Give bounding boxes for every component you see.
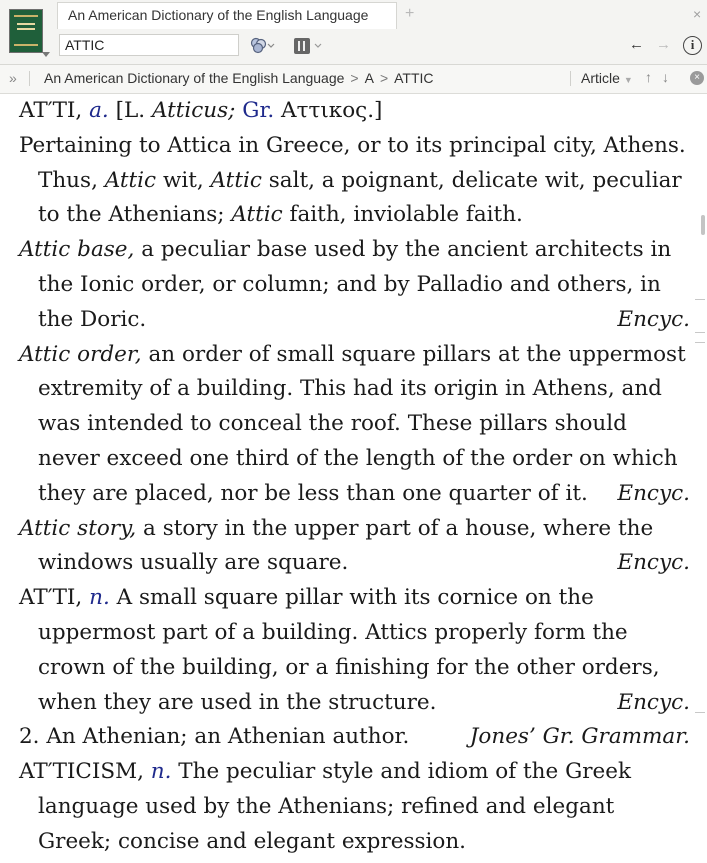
- subentry-attic-order: [0, 338, 690, 512]
- definition-text: a story in the upper part of a house, where the windows usually are square.: [38, 515, 654, 576]
- entry-attic-adj: [0, 94, 690, 129]
- definition-text: salt, a poignant, delicate wit, peculiar to the Athenians;: [38, 167, 682, 228]
- citation: Jones’ Gr. Grammar.: [469, 724, 690, 750]
- subentry-term: Attic base,: [19, 237, 135, 263]
- back-arrow-icon[interactable]: ←: [629, 36, 644, 53]
- subentry-attic-base: [0, 233, 690, 337]
- panel-toggle-icon[interactable]: [293, 37, 323, 55]
- close-tab-button[interactable]: ×: [693, 6, 702, 22]
- breadcrumb-section[interactable]: A: [364, 70, 374, 86]
- definition-text: wit,: [156, 167, 211, 193]
- definition-text: A small square pillar with its cornice on the uppermost part of a building. Attics properly form the crown of the building, or a finishing for the other orders, when they are used in the structure.: [38, 585, 660, 715]
- book-menu-arrow-icon[interactable]: [42, 52, 50, 57]
- etymology-latin: Atticus;: [151, 98, 236, 123]
- close-panel-icon[interactable]: ×: [690, 71, 704, 85]
- citation: Encyc.: [617, 550, 690, 576]
- view-mode-select[interactable]: [581, 70, 633, 86]
- chevron-down-icon: ▼: [623, 75, 633, 85]
- article-content: [0, 94, 690, 863]
- definition: [0, 129, 690, 233]
- italic-term: Attic: [104, 167, 157, 193]
- previous-article-icon[interactable]: ↑: [645, 69, 652, 85]
- forward-arrow-icon[interactable]: →: [656, 36, 671, 53]
- expand-panel-icon[interactable]: »: [9, 70, 17, 86]
- tab-title: An American Dictionary of the English Language: [68, 7, 369, 23]
- search-input[interactable]: [59, 34, 239, 56]
- subentry-attic-story: [0, 512, 690, 582]
- definition-text: Pertaining to Attica in Greece, or to its principal city, Athens. Thus,: [19, 132, 686, 193]
- breadcrumb-separator: >: [379, 70, 389, 86]
- breadcrumb-bar: [0, 65, 707, 94]
- scrollbar[interactable]: [693, 94, 707, 863]
- divider: [570, 71, 571, 86]
- tab-dictionary[interactable]: [57, 2, 397, 29]
- library-icon[interactable]: [247, 36, 275, 56]
- italic-term: Attic: [210, 167, 262, 193]
- headword: AT′TICISM,: [19, 759, 144, 785]
- breadcrumb-entry[interactable]: ATTIC: [394, 70, 434, 86]
- definition-text: 2. An Athenian; an Athenian author.: [19, 724, 410, 750]
- next-article-icon[interactable]: ↓: [662, 69, 669, 85]
- etymology-greek-link[interactable]: Gr.: [242, 98, 275, 123]
- scrollbar-thumb[interactable]: [701, 215, 705, 235]
- entry-attic-noun: [0, 581, 690, 720]
- etymology-open: [L.: [115, 98, 146, 123]
- subentry-term: Attic story,: [19, 515, 137, 541]
- divider: [29, 71, 30, 86]
- citation: Encyc.: [617, 480, 690, 506]
- scroll-marker: [695, 342, 705, 343]
- info-icon[interactable]: i: [683, 36, 702, 55]
- citation: Encyc.: [617, 306, 690, 332]
- definition-text: a peculiar base used by the ancient architects in the Ionic order, or column; and by Palladio and others, in the Doric.: [38, 237, 672, 332]
- scroll-marker: [695, 332, 705, 333]
- headword: AT′TI,: [19, 98, 83, 123]
- part-of-speech-link[interactable]: n.: [150, 759, 172, 785]
- definition-text: an order of small square pillars at the uppermost extremity of a building. This had its origin in Athens, and was intended to conceal the roof. These pillars should never exceed one third of the length of the order on which they are placed, nor be less than one quarter of it.: [38, 341, 686, 506]
- definition-text: faith, inviolable faith.: [282, 202, 523, 228]
- scroll-marker: [695, 712, 705, 713]
- sense-2: [0, 720, 690, 755]
- view-mode-label: Article: [581, 70, 620, 86]
- italic-term: Attic: [231, 202, 283, 228]
- headword: AT′TI,: [19, 585, 83, 611]
- breadcrumb: [44, 70, 434, 86]
- breadcrumb-book[interactable]: An American Dictionary of the English Language: [44, 70, 345, 86]
- new-tab-button[interactable]: +: [405, 5, 415, 22]
- scroll-marker: [695, 299, 705, 300]
- subentry-term: Attic order,: [19, 341, 142, 367]
- definition-text: The peculiar style and idiom of the Greek language used by the Athenians; refined and elegant Greek; concise and elegant expression.: [38, 759, 632, 854]
- breadcrumb-separator: >: [350, 70, 359, 86]
- part-of-speech-link[interactable]: n.: [89, 585, 110, 611]
- part-of-speech-link[interactable]: a.: [89, 98, 109, 123]
- book-cover-icon[interactable]: [9, 9, 43, 53]
- citation: Encyc.: [617, 689, 690, 715]
- etymology-greek-word: Αττικος: [281, 98, 368, 123]
- toolbar: [0, 0, 707, 65]
- entry-atticism: [0, 755, 690, 859]
- etymology-close: .]: [367, 98, 383, 123]
